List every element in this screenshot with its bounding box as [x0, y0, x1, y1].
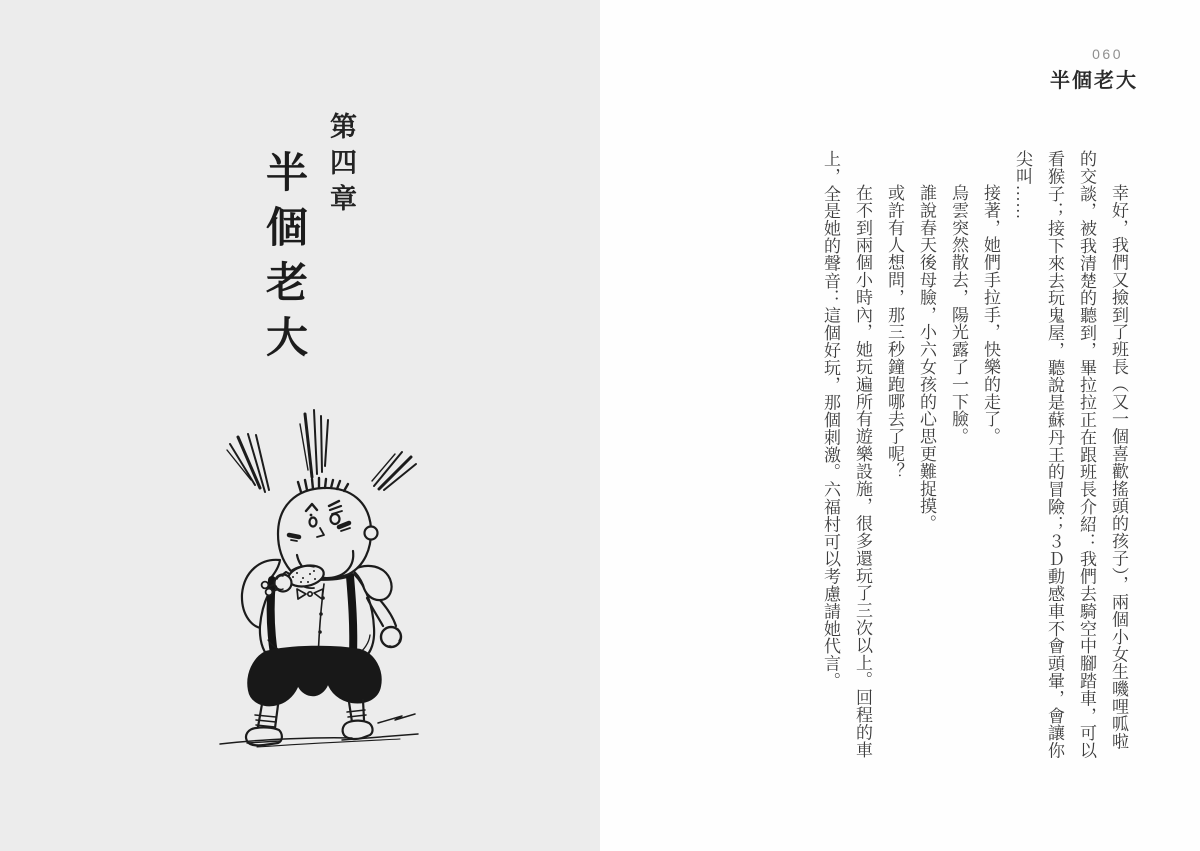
paragraph: 在不到兩個小時內，她玩遍所有遊樂設施，很多還玩了三次以上。回程的車上，全是她的聲音：這個好玩，那個刺激。六福村可以考慮請她代言。: [821, 150, 872, 759]
chapter-label: 第四章: [326, 112, 356, 220]
paragraph: 誰說春天後母臉，小六女孩的心思更難捉摸。: [917, 184, 936, 532]
right-page: [600, 0, 1200, 851]
chapter-title: 半個老大: [261, 150, 308, 370]
page-number: 060: [1092, 46, 1123, 62]
paragraph: 或許有人想問，那三秒鐘跑哪去了呢？: [885, 184, 904, 480]
action-lines-icon: [227, 410, 416, 492]
paragraph: 接著，她們手拉手，快樂的走了。: [981, 184, 1000, 445]
paragraph: 烏雲突然散去，陽光露了一下臉。: [949, 184, 968, 445]
paragraph: 幸好，我們又撿到了班長（又一個喜歡搖頭的孩子），兩個小女生嘰哩呱啦的交談，被我清楚的聽到，畢拉拉正在跟班長介紹：我們去騎空中腳踏車，可以看猴子；接下來去玩鬼屋，聽說是蘇丹王的冒險；３Ｄ動感車不會頭暈，會讓你尖叫……: [1013, 150, 1128, 759]
running-title: 半個老大: [1050, 70, 1138, 92]
body-text: [814, 150, 1134, 762]
chubby-boy-illustration: [202, 402, 437, 767]
